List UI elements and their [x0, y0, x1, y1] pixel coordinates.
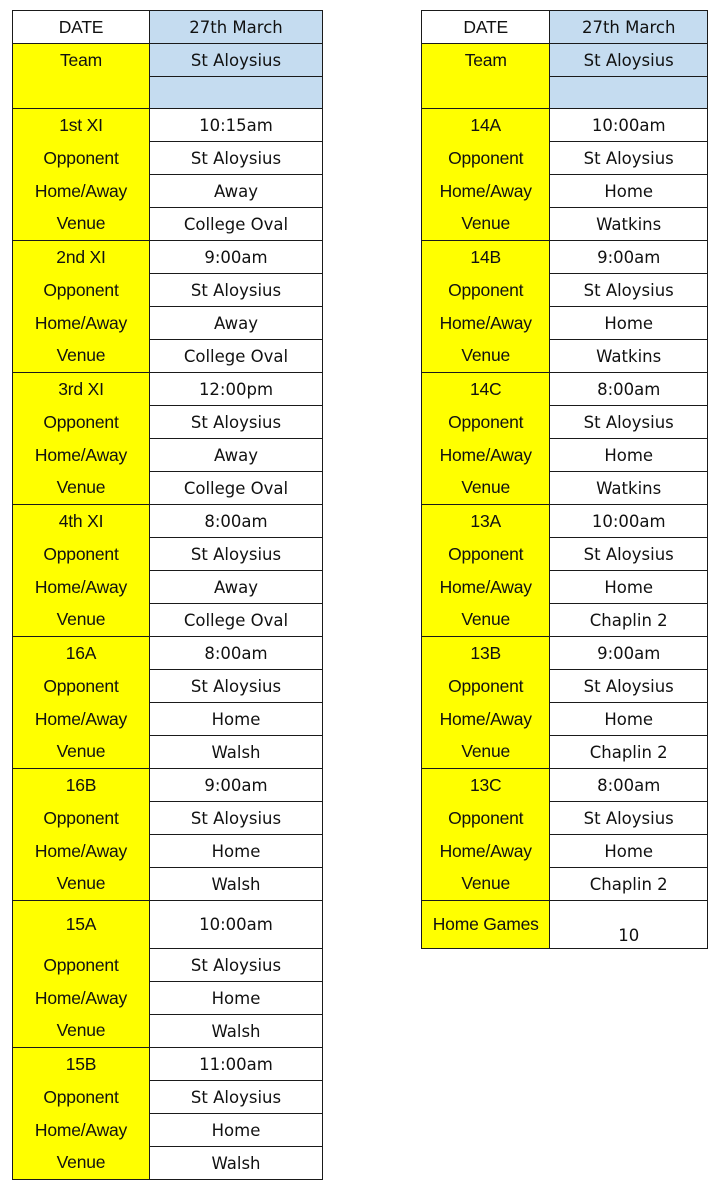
home-away-label: Home/Away [13, 307, 150, 340]
home-away-value: Away [150, 175, 323, 208]
venue-label: Venue [422, 604, 550, 637]
fixture-row [13, 1081, 323, 1114]
fixture-row [422, 373, 708, 406]
fixture-row [13, 1015, 323, 1048]
venue-label: Venue [422, 340, 550, 373]
venue-label: Venue [13, 472, 150, 505]
fixture-row [422, 340, 708, 373]
fixture-row [422, 703, 708, 736]
fixture-row [422, 274, 708, 307]
team-name: 3rd XI [13, 373, 150, 406]
fixture-row [13, 670, 323, 703]
fixture-row [422, 769, 708, 802]
fixture-row [422, 208, 708, 241]
opponent-label: Opponent [13, 406, 150, 439]
fixture-row [13, 373, 323, 406]
opponent-label: Opponent [422, 142, 550, 175]
venue-value: Watkins [550, 472, 708, 505]
fixture-row [13, 1048, 323, 1081]
home-away-value: Home [150, 1114, 323, 1147]
fixture-row [422, 802, 708, 835]
opponent-label: Opponent [13, 670, 150, 703]
opponent-value: St Aloysius [550, 274, 708, 307]
home-away-value: Away [150, 571, 323, 604]
fixture-time: 10:15am [150, 109, 323, 142]
fixture-row [13, 340, 323, 373]
team-name: 2nd XI [13, 241, 150, 274]
fixture-row [13, 175, 323, 208]
home-away-value: Home [550, 175, 708, 208]
fixture-row [422, 637, 708, 670]
home-away-label: Home/Away [422, 175, 550, 208]
opponent-value: St Aloysius [150, 1081, 323, 1114]
home-away-label: Home/Away [422, 835, 550, 868]
team-name: 1st XI [13, 109, 150, 142]
home-away-value: Home [550, 571, 708, 604]
blank-cell [550, 77, 708, 109]
team-label: Team [13, 44, 150, 77]
opponent-value: St Aloysius [550, 142, 708, 175]
venue-value: Walsh [150, 1015, 323, 1048]
fixture-row [13, 439, 323, 472]
home-away-label: Home/Away [422, 571, 550, 604]
left-fixture-table [12, 10, 323, 1180]
opponent-value: St Aloysius [150, 274, 323, 307]
fixture-time: 10:00am [550, 505, 708, 538]
opponent-label: Opponent [422, 274, 550, 307]
home-away-value: Home [550, 703, 708, 736]
home-away-value: Away [150, 307, 323, 340]
venue-label: Venue [13, 736, 150, 769]
fixture-row [13, 982, 323, 1015]
blank-cell [150, 77, 323, 109]
home-away-value: Home [150, 982, 323, 1015]
fixture-row [422, 175, 708, 208]
home-away-value: Home [550, 835, 708, 868]
home-games-value: 10 [550, 901, 708, 949]
venue-value: College Oval [150, 340, 323, 373]
fixture-time: 8:00am [150, 637, 323, 670]
opponent-label: Opponent [13, 142, 150, 175]
team-name: 13A [422, 505, 550, 538]
venue-value: Chaplin 2 [550, 736, 708, 769]
opponent-value: St Aloysius [550, 538, 708, 571]
opponent-value: St Aloysius [550, 802, 708, 835]
team-name: 15A [13, 901, 150, 949]
fixture-row [422, 538, 708, 571]
home-away-label: Home/Away [422, 439, 550, 472]
fixture-row [422, 406, 708, 439]
fixture-row [422, 571, 708, 604]
fixture-time: 9:00am [150, 769, 323, 802]
opponent-value: St Aloysius [150, 670, 323, 703]
opponent-label: Opponent [422, 406, 550, 439]
fixture-row [422, 505, 708, 538]
opponent-label: Opponent [422, 670, 550, 703]
venue-label: Venue [13, 208, 150, 241]
team-name: 16B [13, 769, 150, 802]
team-name: 13C [422, 769, 550, 802]
venue-value: Chaplin 2 [550, 604, 708, 637]
opponent-label: Opponent [422, 802, 550, 835]
opponent-label: Opponent [13, 538, 150, 571]
team-name: 14A [422, 109, 550, 142]
fixture-row [13, 571, 323, 604]
venue-label: Venue [422, 472, 550, 505]
fixture-row [13, 538, 323, 571]
venue-label: Venue [13, 604, 150, 637]
home-games-label: Home Games [422, 901, 550, 949]
date-value: 27th March [550, 11, 708, 44]
fixture-time: 11:00am [150, 1048, 323, 1081]
opponent-label: Opponent [13, 949, 150, 982]
fixture-time: 9:00am [150, 241, 323, 274]
home-away-label: Home/Away [13, 835, 150, 868]
team-label-spacer [13, 77, 150, 109]
venue-value: Walsh [150, 1147, 323, 1180]
opponent-value: St Aloysius [150, 406, 323, 439]
fixture-row [13, 703, 323, 736]
home-away-label: Home/Away [13, 703, 150, 736]
home-away-label: Home/Away [13, 571, 150, 604]
fixture-row [13, 406, 323, 439]
fixture-row [13, 802, 323, 835]
team-name: 16A [13, 637, 150, 670]
opponent-label: Opponent [13, 802, 150, 835]
opponent-label: Opponent [13, 1081, 150, 1114]
fixture-time: 9:00am [550, 637, 708, 670]
fixture-row [13, 736, 323, 769]
fixture-time: 8:00am [550, 769, 708, 802]
home-away-label: Home/Away [422, 703, 550, 736]
team-name: 13B [422, 637, 550, 670]
home-games-row [422, 901, 708, 949]
venue-value: Walsh [150, 868, 323, 901]
opponent-label: Opponent [422, 538, 550, 571]
date-label: DATE [422, 11, 550, 44]
fixture-row [422, 835, 708, 868]
home-away-label: Home/Away [13, 175, 150, 208]
fixture-row [13, 241, 323, 274]
team-name: 14B [422, 241, 550, 274]
fixture-row [13, 142, 323, 175]
team-label: Team [422, 44, 550, 77]
fixture-row [13, 274, 323, 307]
home-away-value: Home [150, 703, 323, 736]
venue-value: Chaplin 2 [550, 868, 708, 901]
home-away-label: Home/Away [13, 439, 150, 472]
opponent-value: St Aloysius [550, 406, 708, 439]
right-fixture-table [421, 10, 708, 949]
fixture-row [13, 208, 323, 241]
fixture-row [13, 109, 323, 142]
fixture-row [422, 472, 708, 505]
opponent-value: St Aloysius [550, 670, 708, 703]
opponent-value: St Aloysius [150, 802, 323, 835]
venue-value: Walsh [150, 736, 323, 769]
venue-value: College Oval [150, 472, 323, 505]
fixture-row [422, 736, 708, 769]
fixture-row [422, 670, 708, 703]
fixture-row [13, 769, 323, 802]
home-away-value: Home [150, 835, 323, 868]
fixture-row [13, 637, 323, 670]
fixture-time: 8:00am [150, 505, 323, 538]
venue-label: Venue [13, 340, 150, 373]
fixture-row [13, 901, 323, 949]
venue-value: Watkins [550, 340, 708, 373]
home-away-label: Home/Away [13, 1114, 150, 1147]
venue-label: Venue [13, 1015, 150, 1048]
opponent-value: St Aloysius [150, 538, 323, 571]
fixture-row [422, 307, 708, 340]
venue-value: College Oval [150, 208, 323, 241]
fixture-row [422, 439, 708, 472]
team-name: 15B [13, 1048, 150, 1081]
team-name: 14C [422, 373, 550, 406]
fixture-row [422, 109, 708, 142]
fixture-row [13, 1147, 323, 1180]
fixture-row [13, 472, 323, 505]
opponent-value: St Aloysius [150, 142, 323, 175]
venue-label: Venue [13, 1147, 150, 1180]
team-name: 4th XI [13, 505, 150, 538]
venue-label: Venue [422, 736, 550, 769]
fixture-row [422, 604, 708, 637]
fixture-time: 12:00pm [150, 373, 323, 406]
fixture-row [13, 868, 323, 901]
fixture-time: 8:00am [550, 373, 708, 406]
team-label-spacer [422, 77, 550, 109]
fixture-row [422, 868, 708, 901]
home-away-label: Home/Away [13, 982, 150, 1015]
fixture-row [13, 604, 323, 637]
fixture-row [13, 505, 323, 538]
fixture-time: 10:00am [150, 901, 323, 949]
venue-label: Venue [422, 868, 550, 901]
home-away-label: Home/Away [422, 307, 550, 340]
fixture-row [13, 307, 323, 340]
date-value: 27th March [150, 11, 323, 44]
fixture-row [422, 241, 708, 274]
fixture-row [13, 949, 323, 982]
team-value: St Aloysius [150, 44, 323, 77]
opponent-label: Opponent [13, 274, 150, 307]
home-away-value: Home [550, 439, 708, 472]
team-value: St Aloysius [550, 44, 708, 77]
fixture-time: 9:00am [550, 241, 708, 274]
fixture-row [13, 1114, 323, 1147]
venue-value: College Oval [150, 604, 323, 637]
fixture-row [13, 835, 323, 868]
venue-value: Watkins [550, 208, 708, 241]
venue-label: Venue [422, 208, 550, 241]
opponent-value: St Aloysius [150, 949, 323, 982]
venue-label: Venue [13, 868, 150, 901]
date-label: DATE [13, 11, 150, 44]
home-away-value: Away [150, 439, 323, 472]
fixture-row [422, 142, 708, 175]
fixture-time: 10:00am [550, 109, 708, 142]
home-away-value: Home [550, 307, 708, 340]
